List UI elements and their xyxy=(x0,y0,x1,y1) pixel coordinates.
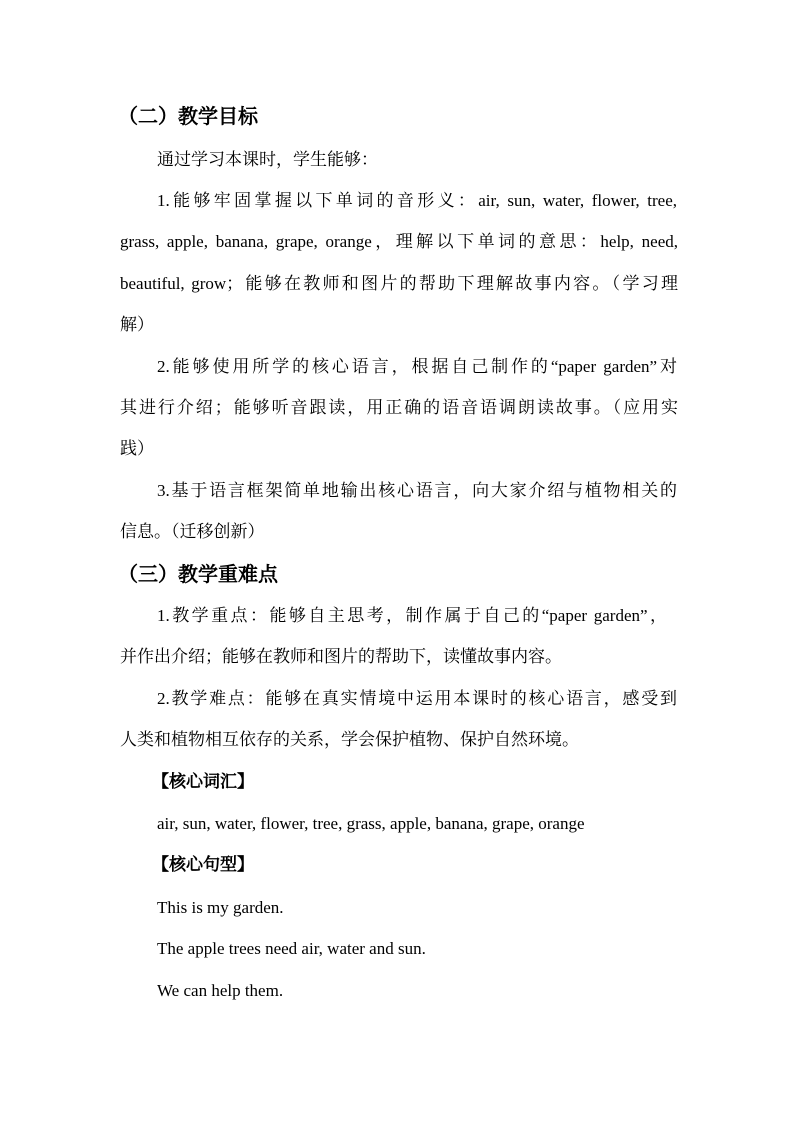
goal-1-line-1: 1.能够牢固掌握以下单词的音形义：air, sun, water, flower, tree, xyxy=(157,191,677,210)
core-sentence-3: We can help them. xyxy=(157,981,284,1000)
core-vocabulary-label: 【核心词汇】 xyxy=(152,772,254,791)
goal-3-line-2: 信息。（迁移创新） xyxy=(120,522,265,541)
core-sentence-2: The apple trees need air, water and sun. xyxy=(157,939,426,958)
goal-1-line-2: grass, apple, banana, grape, orange，理解以下单词的意思：help, need, xyxy=(120,232,678,251)
core-sentences-label: 【核心句型】 xyxy=(152,855,254,874)
section-heading-key-points: （三）教学重难点 xyxy=(118,564,278,586)
goals-intro: 通过学习本课时，学生能够： xyxy=(157,150,378,169)
goal-2-line-2: 其进行介绍；能够听音跟读，用正确的语音语调朗读故事。（应用实 xyxy=(120,398,678,417)
goal-3-line-1: 3.基于语言框架简单地输出核心语言，向大家介绍与植物相关的 xyxy=(157,481,677,500)
key-point-1-line-2: 并作出介绍；能够在教师和图片的帮助下，读懂故事内容。 xyxy=(120,647,562,666)
core-sentence-1: This is my garden. xyxy=(157,898,284,917)
key-point-2-line-2: 人类和植物相互依存的关系，学会保护植物、保护自然环境。 xyxy=(120,730,579,749)
core-vocabulary-list: air, sun, water, flower, tree, grass, apple, banana, grape, orange xyxy=(157,814,585,833)
goal-2-line-3: 践） xyxy=(120,439,154,458)
goal-1-line-4: 解） xyxy=(120,315,154,334)
key-point-2-line-1: 2.教学难点：能够在真实情境中运用本课时的核心语言，感受到 xyxy=(157,689,677,708)
key-point-1-line-1: 1.教学重点：能够自主思考，制作属于自己的“paper garden”， xyxy=(157,606,667,625)
section-heading-teaching-goals: （二）教学目标 xyxy=(118,106,258,128)
goal-2-line-1: 2.能够使用所学的核心语言，根据自己制作的“paper garden”对 xyxy=(157,357,677,376)
goal-1-line-3: beautiful, grow；能够在教师和图片的帮助下理解故事内容。（学习理 xyxy=(120,274,678,293)
